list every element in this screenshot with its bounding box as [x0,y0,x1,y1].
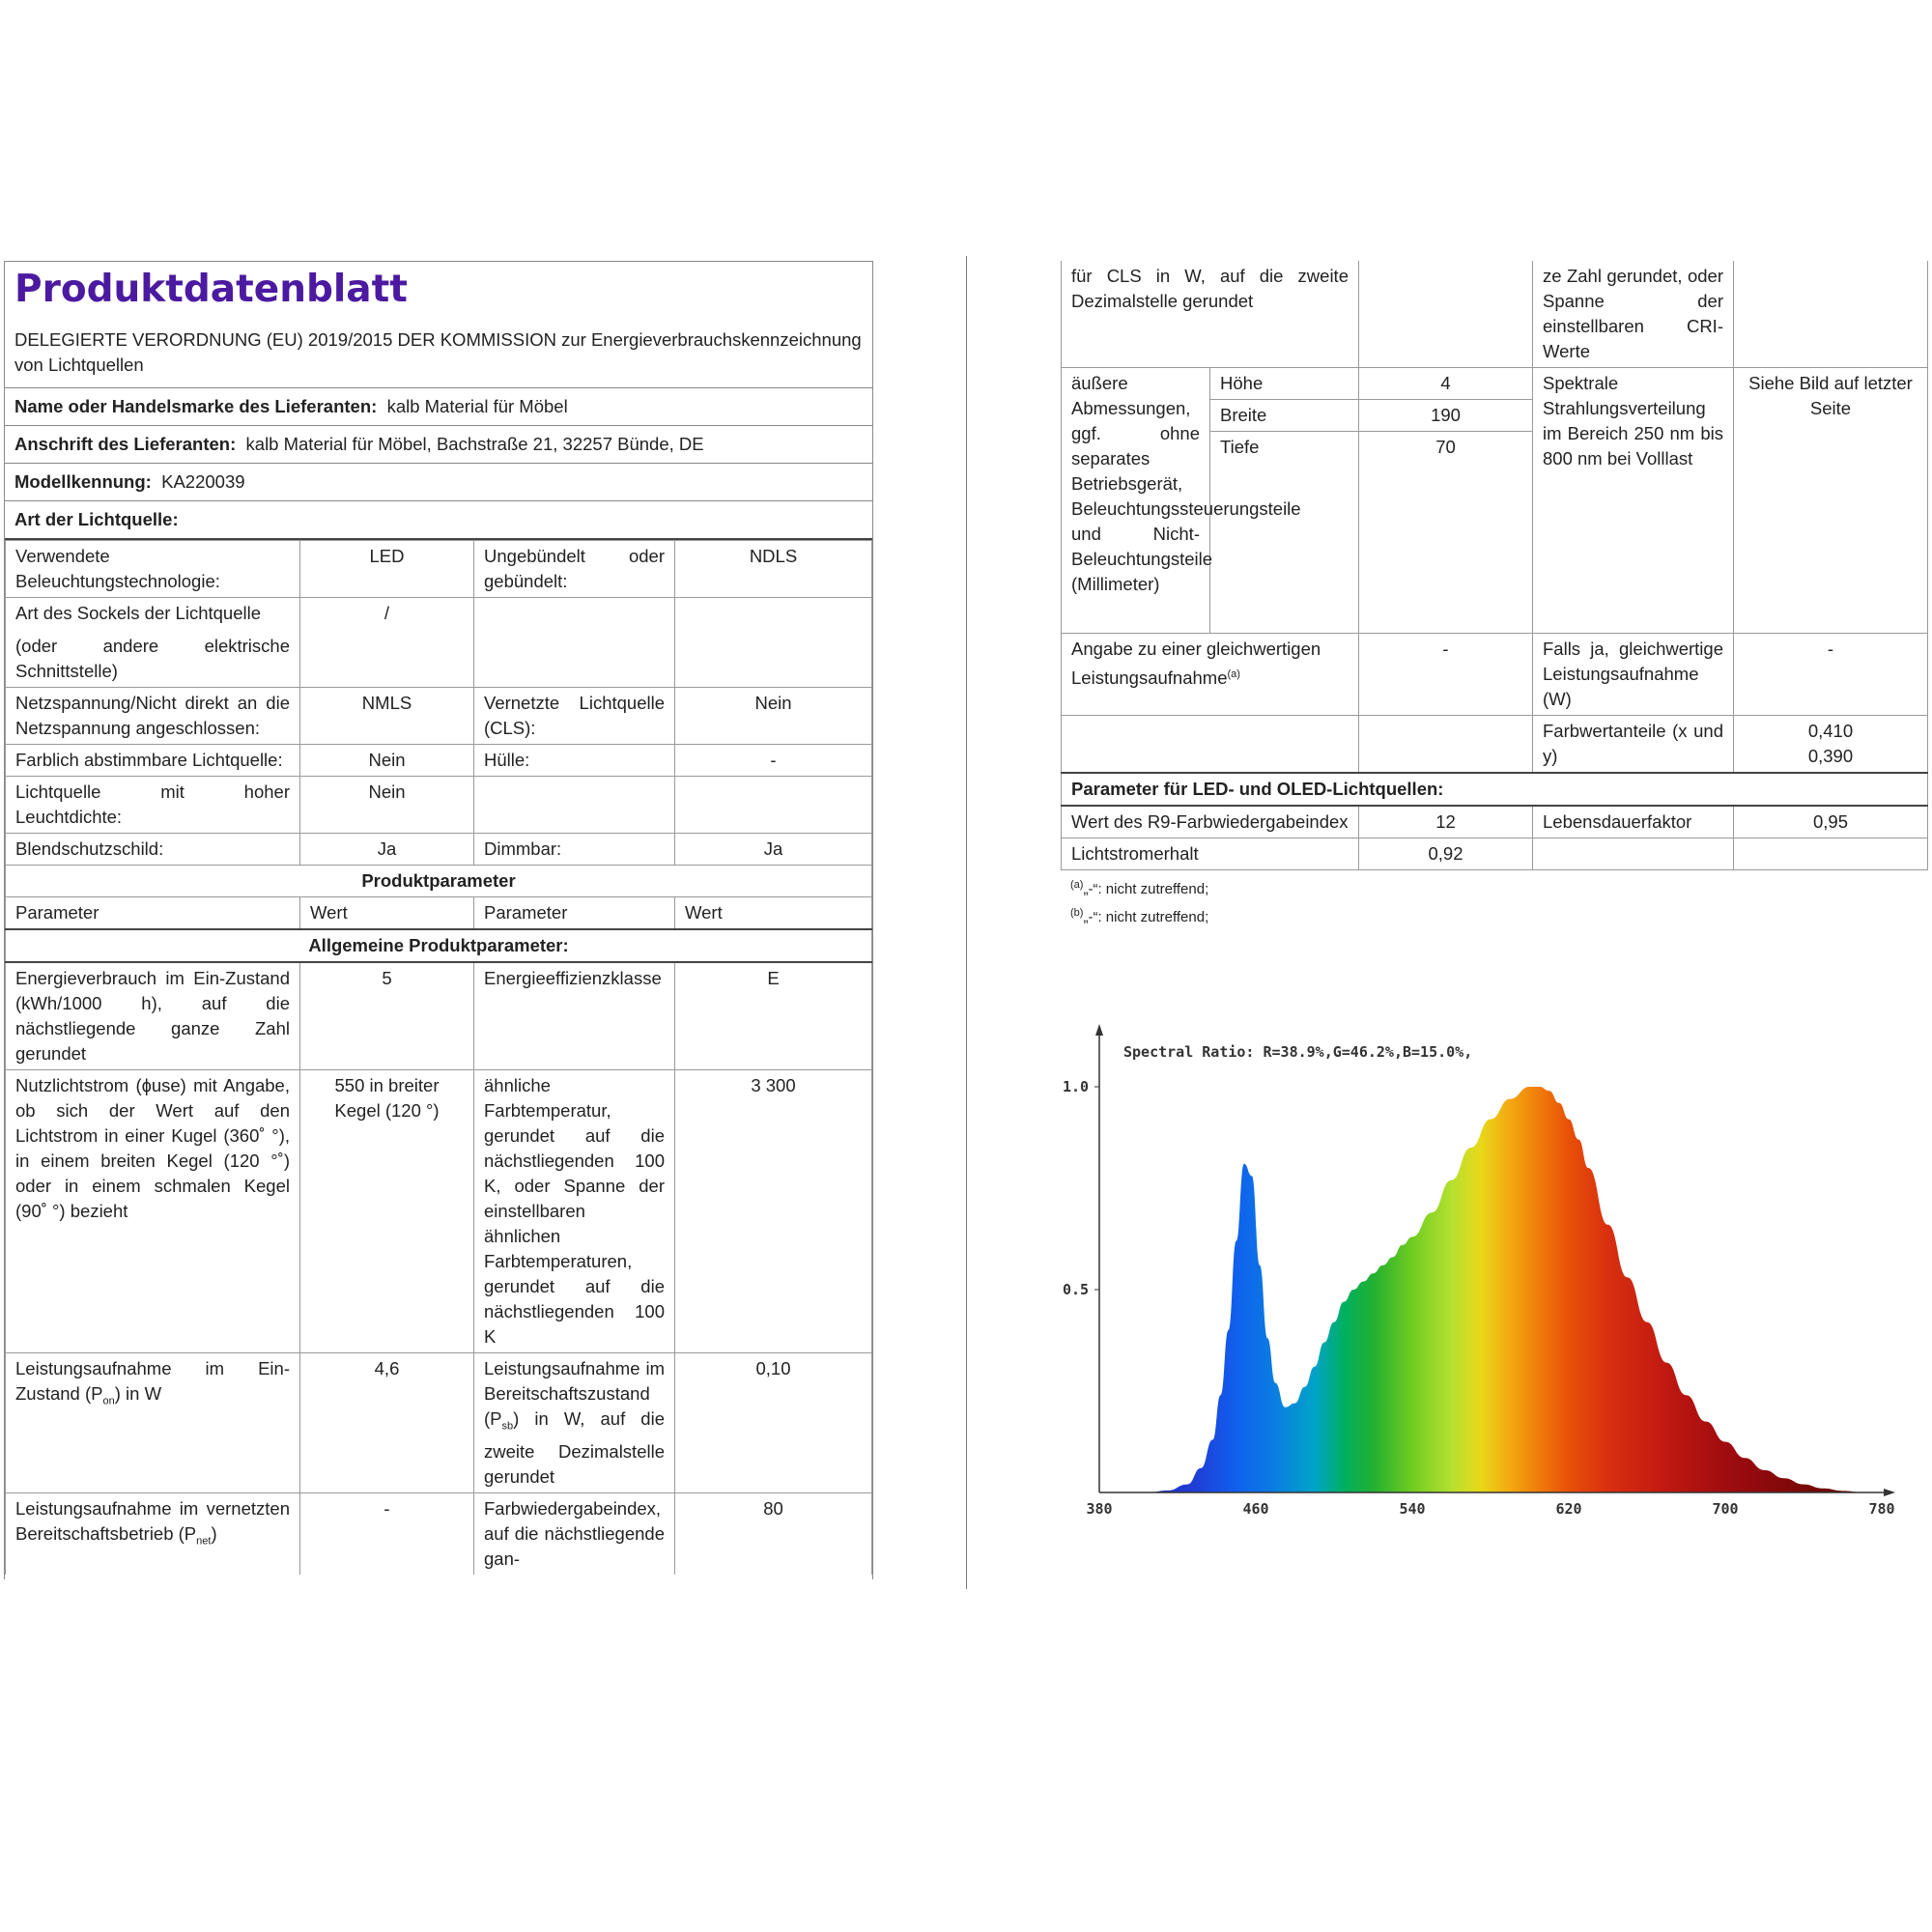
page-divider [966,256,967,1589]
general-params-header: Allgemeine Produktparameter: [6,929,872,962]
cell-label: Hülle: [474,745,675,777]
led-params-header: Parameter für LED- und OLED-Lichtquellen: [1062,773,1928,806]
height-label: Höhe [1210,368,1359,400]
table-row [1062,773,1928,806]
cell-value [1734,838,1928,870]
right-data-table [1061,261,1928,870]
table-row [1062,368,1928,400]
cell-value [1734,716,1928,774]
cell-value: 4,6 [300,1353,474,1493]
socket-sublabel: (oder andere elektrische Schnittstelle) [15,636,290,681]
cell-label: Farbwiedergabeindex, auf die nächstliegende gan- [474,1492,675,1575]
product-params-header: Produktparameter [6,866,872,897]
text-part: Leistungsaufnahme im Ein-Zustand (P [15,1358,290,1404]
model-value: KA220039 [161,471,245,492]
width-value: 190 [1359,400,1533,432]
y-axis-arrow [1095,1024,1103,1036]
supplier-name-value: kalb Material für Möbel [386,396,568,416]
table-row [6,1492,872,1575]
cell-label: für CLS in W, auf die zweite Dezimalstelle gerundet [1062,261,1359,368]
spectral-value: Siehe Bild auf letzter Seite [1734,368,1928,634]
x-axis-arrow [1884,1489,1895,1496]
cell-value [1359,716,1533,774]
cell-label: Blendschutzschild: [6,834,300,866]
cell-value: NDLS [675,541,872,598]
text-part: ) [211,1522,217,1544]
model-label: Modellkennung: [14,471,152,492]
chart-title: Spectral Ratio: R=38.9%,G=46.2%,B=15.0%, [1123,1043,1473,1061]
table-row [6,866,872,897]
table-row [6,777,872,834]
cell-label: Dimmbar: [474,834,675,866]
text-part: ) in W [114,1383,162,1404]
superscript: (a) [1070,879,1084,891]
cell-label: Lebensdauerfaktor [1533,806,1734,838]
subscript: on [102,1395,115,1407]
cell-label: ähnliche Farbtemperatur, gerundet auf die nächstliegenden 100 K, oder Spanne der einstellbaren ähnlichen Farbtemperaturen, gerundet auf die nächstliegenden 100 K [474,1070,675,1353]
table-row [1062,634,1928,716]
table-row [6,834,872,866]
cell-label [1533,838,1734,870]
height-value: 4 [1359,368,1533,400]
text-part: ) in W, auf die zweite Dezimalstelle gerundet [484,1408,665,1487]
superscript: (b) [1070,907,1084,919]
cell-value: 3 300 [675,1070,872,1353]
footnote-b [1061,898,1928,932]
superscript: (a) [1227,668,1240,680]
cell-value: 0,10 [675,1353,872,1493]
supplier-address-value: kalb Material für Möbel, Bachstraße 21, 32257 Bünde, DE [245,434,704,454]
table-row [6,541,872,598]
subscript: net [196,1535,212,1548]
table-row [6,598,872,688]
table-row [6,745,872,777]
x-tick-label: 700 [1712,1500,1739,1518]
page-title: Produktdatenblatt [14,268,408,311]
supplier-address-row [5,426,872,464]
x-tick-label: 460 [1242,1500,1269,1518]
column-header: Parameter [474,897,675,930]
cell-value: Nein [675,688,872,745]
table-row [6,1353,872,1493]
table-row [6,688,872,745]
chroma-x: 0,410 [1807,721,1854,741]
cell-label: Energieverbrauch im Ein-Zustand (kWh/1000 h), auf die nächstliegende ganze Zahl gerundet [6,962,300,1070]
depth-label: Tiefe [1210,432,1359,634]
table-row [1062,806,1928,838]
cell-value [1734,261,1928,368]
table-row [6,929,872,962]
cell-value: LED [300,541,474,598]
spectral-label: Spektrale Strahlungsverteilung im Bereich 250 nm bis 800 nm bei Volllast [1533,368,1734,634]
cell-label: Vernetzte Lichtquelle (CLS): [474,688,675,745]
table-row [6,1070,872,1353]
left-page [4,261,873,1579]
model-row [5,464,872,501]
cell-label: Wert des R9-Farbwiedergabeindex [1062,806,1359,838]
x-tick-label: 380 [1086,1500,1113,1518]
x-tick-label: 780 [1868,1500,1895,1518]
cell-label [6,598,300,688]
x-tick-label: 620 [1555,1500,1582,1518]
cell-value [675,777,872,834]
cell-label: Lichtquelle mit hoher Leuchtdichte: [6,777,300,834]
text-part: Leistungsaufnahme im Bereitschaftszustand (P [484,1358,665,1429]
supplier-name-label: Name oder Handelsmarke des Lieferanten: [14,396,378,416]
cell-label: Nutzlichtstrom (ɸuse) mit Angabe, ob sich der Wert auf den Lichtstrom in einer Kugel (360˚ °), in einem breiten Kegel (120 °˚) oder in einem schmalen Kegel (90˚ °) bezieht [6,1070,300,1353]
table-row [1062,261,1928,368]
chroma-y: 0,390 [1807,746,1854,766]
y-tick-label: 1.0 [1063,1078,1090,1095]
x-tick-label: 540 [1399,1500,1426,1518]
subscript: sb [501,1420,514,1433]
cell-label: Lichtstromerhalt [1062,838,1359,870]
cell-label: ze Zahl gerundet, oder Spanne der einstellbaren CRI-Werte [1533,261,1734,368]
cell-value: Nein [300,745,474,777]
width-label: Breite [1210,400,1359,432]
cell-value: Ja [675,834,872,866]
cell-label: Farblich abstimmbare Lichtquelle: [6,745,300,777]
cell-value: 0,95 [1734,806,1928,838]
cell-value: Nein [300,777,474,834]
table-row [6,962,872,1070]
cell-label: Energieeffizienzklasse [474,962,675,1070]
column-header: Parameter [6,897,300,930]
cell-value: - [300,1492,474,1575]
spectrum-chart-svg [1061,995,1911,1526]
footnote-text: „-“: nicht zutreffend; [1083,909,1209,925]
cell-label [1062,716,1359,774]
dimensions-label: äußere Abmessungen, ggf. ohne separates Betriebsgerät, Beleuchtungssteuerungsteile und Nicht-Beleuchtungsteile (Millimeter) [1062,368,1210,634]
text-part: Leistungsaufnahme im vernetzten Bereitschaftsbetrieb (P [15,1497,290,1544]
cell-value: E [675,962,872,1070]
cell-value: Ja [300,834,474,866]
cell-label [474,1353,675,1493]
cell-label: Ungebündelt oder gebündelt: [474,541,675,598]
supplier-name-row [5,388,872,426]
cell-label: Verwendete Beleuchtungstechnologie: [6,541,300,598]
cell-label [6,1492,300,1575]
cell-value: 12 [1359,806,1533,838]
text-part: Angabe zu einer gleichwertigen Leistungsaufnahme [1071,639,1321,689]
cell-value: 550 in breiter Kegel (120 °) [300,1070,474,1353]
left-data-table [5,540,872,1575]
table-row [1062,716,1928,774]
cell-label: Falls ja, gleichwertige Leistungsaufnahme (W) [1533,634,1734,716]
column-header: Wert [675,897,872,930]
cell-value [675,598,872,688]
spectrum-chart [1061,995,1911,1526]
cell-label [1062,634,1359,716]
cell-label [474,598,675,688]
cell-label [474,777,675,834]
cell-value: 5 [300,962,474,1070]
cell-value: 80 [675,1492,872,1575]
regulation-text: DELEGIERTE VERORDNUNG (EU) 2019/2015 DER KOMMISSION zur Energieverbrauchskennzeichnung von Lichtquellen [5,322,872,388]
cell-label: Farbwertanteile (x und y) [1533,716,1734,774]
light-type-label: Art der Lichtquelle: [14,509,179,529]
cell-value: 0,92 [1359,838,1533,870]
light-type-row [5,501,872,540]
table-header-row [6,897,872,930]
column-header: Wert [300,897,474,930]
right-page [1061,261,1928,925]
cell-value: - [1359,634,1533,716]
spectrum-area [1099,1087,1882,1492]
cell-value [1359,261,1533,368]
cell-label [6,1353,300,1493]
cell-value: - [1734,634,1928,716]
cell-label: Netzspannung/Nicht direkt an die Netzspannung angeschlossen: [6,688,300,745]
footnote-text: „-“: nicht zutreffend; [1083,881,1209,897]
cell-value: NMLS [300,688,474,745]
socket-label: Art des Sockels der Lichtquelle [15,603,261,623]
supplier-address-label: Anschrift des Lieferanten: [14,434,237,454]
cell-value: - [675,745,872,777]
table-row [1062,838,1928,870]
cell-value: / [300,598,474,688]
y-tick-label: 0.5 [1063,1281,1090,1298]
depth-value: 70 [1359,432,1533,634]
